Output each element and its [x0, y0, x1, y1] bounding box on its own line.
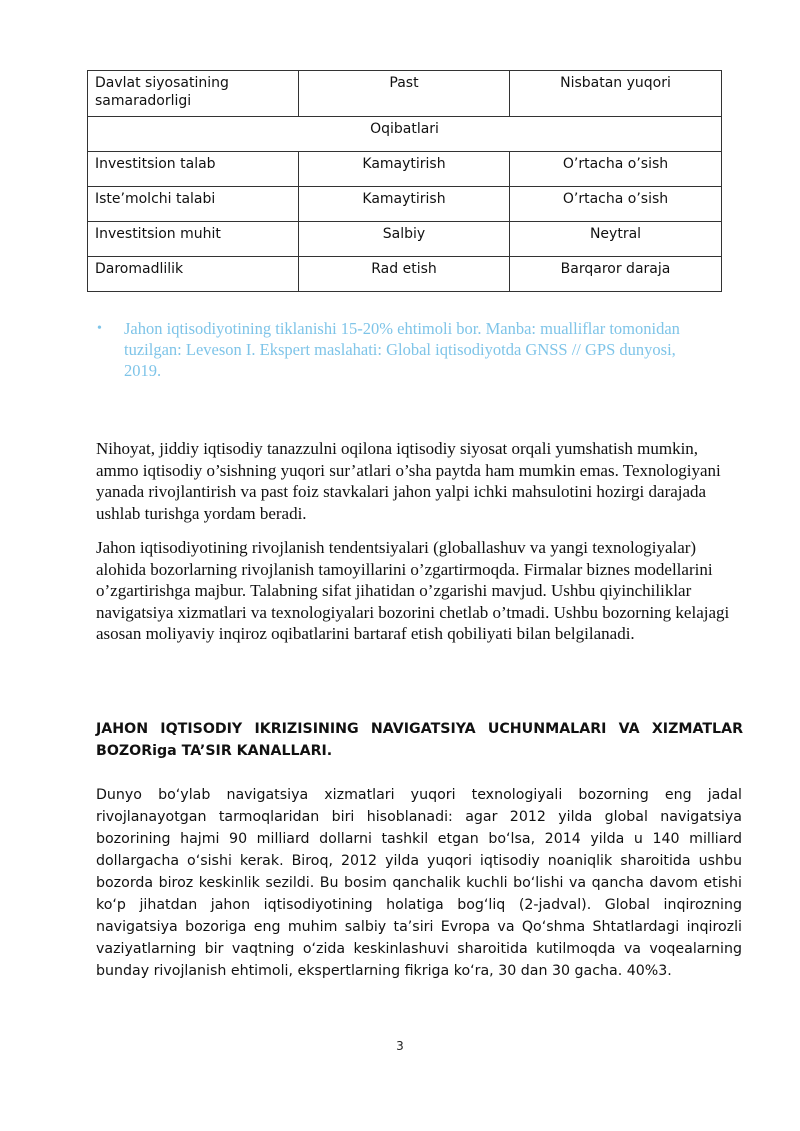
table-row [88, 187, 722, 222]
table-row [88, 152, 722, 187]
table-cell: Past [299, 71, 510, 117]
table-cell: O’rtacha o’sish [510, 187, 722, 222]
table-cell: Kamaytirish [299, 152, 510, 187]
table-row [88, 222, 722, 257]
table-cell: Rad etish [299, 257, 510, 292]
body-paragraph: Dunyo bo‘ylab navigatsiya xizmatlari yuqori texnologiyali bozorning eng jadal rivojlanayotgan tarmoqlaridan biri hisoblanadi: agar 2012 yilda global navigatsiya bozorining hajmi 90 milliard dollarni tashkil etgan bo‘lsa, 2014 yilda u 140 milliard dollargacha o‘sishi kerak. Biroq, 2012 yilda yuqori iqtisodiy noaniqlik sharoitida ushbu bozorda biroz keskinlik sezildi. Bu bosim qanchalik kuchli bo‘lishi va qancha davom etishi ko‘p jihatdan jahon iqtisodiyotining holatiga bog‘liq (2-jadval). Global inqirozning navigatsiya bozoriga eng muhim salbiy ta’siri Evropa va Qo‘shma Shtatlardagi inqirozli vaziyatlarning bir vaqtning o‘zida keskinlashuvi sharoitida kutilmoqda va voqealarning bunday rivojlanish ehtimoli, ekspertlarning fikriga ko‘ra, 30 dan 30 gacha. 40%3. [96, 787, 742, 979]
table-cell-label: Iste’molchi talabi [88, 187, 299, 222]
source-note [97, 318, 714, 381]
table-cell: Nisbatan yuqori [510, 71, 722, 117]
table-cell: Neytral [510, 222, 722, 257]
table-row [88, 117, 722, 152]
table-row [88, 257, 722, 292]
table-cell: Salbiy [299, 222, 510, 257]
section-heading [96, 718, 743, 762]
table-cell-label: Daromadlilik [88, 257, 299, 292]
table-cell-label: Davlat siyosatining samaradorligi [88, 71, 299, 117]
scenario-table [87, 70, 722, 292]
section-heading-line: JAHON IQTISODIY IKRIZISINING NAVIGATSIYA UCHUNMALARI VA XIZMATLAR [96, 721, 743, 737]
table-cell: Barqaror daraja [510, 257, 722, 292]
bullet-icon: • [97, 321, 102, 336]
page-number: 3 [396, 1039, 404, 1053]
section-heading-line: BOZORiga TA’SIR KANALLARI. [96, 743, 333, 759]
table-cell: Kamaytirish [299, 187, 510, 222]
table-cell-label: Investitsion muhit [88, 222, 299, 257]
source-note-text: Jahon iqtisodiyotining tiklanishi 15-20% ehtimoli bor. Manba: mualliflar tomonidan tuzilgan: Leveson I. Ekspert maslahati: Global iqtisodiyotda GNSS // GPS dunyosi, 2019. [124, 319, 680, 380]
table-row [88, 71, 722, 117]
paragraph: Jahon iqtisodiyotining rivojlanish tendentsiyalari (globallashuv va yangi texnologiyalar) alohida bozorlarning rivojlanish tamoyillarini o’zgartirmoqda. Firmalar biznes modellarini o’zgartirishga majbur. Talabning sifat jihatidan o’zgarishi mavjud. Ushbu qiyinchiliklar navigatsiya xizmatlari va texnologiyalari bozorini chetlab o’tmadi. Ushbu bozorning kelajagi asosan moliyaviy inqiroz oqibatlarini bartaraf etish qobiliyati bilan belgilanadi. [96, 538, 730, 643]
paragraph: Nihoyat, jiddiy iqtisodiy tanazzulni oqilona iqtisodiy siyosat orqali yumshatish mumkin, ammo iqtisodiy o’sishning yuqori sur’atlari o’sha paytda ham mumkin emas. Texnologiyani yanada rivojlantirish va past foiz stavkalari jahon yalpi ichki mahsulotini hozirgi darajada ushlab turishga yordam beradi. [96, 439, 721, 523]
consequences-header: Oqibatlari [88, 117, 722, 152]
table-cell-label: Investitsion talab [88, 152, 299, 187]
table-cell: O’rtacha o’sish [510, 152, 722, 187]
